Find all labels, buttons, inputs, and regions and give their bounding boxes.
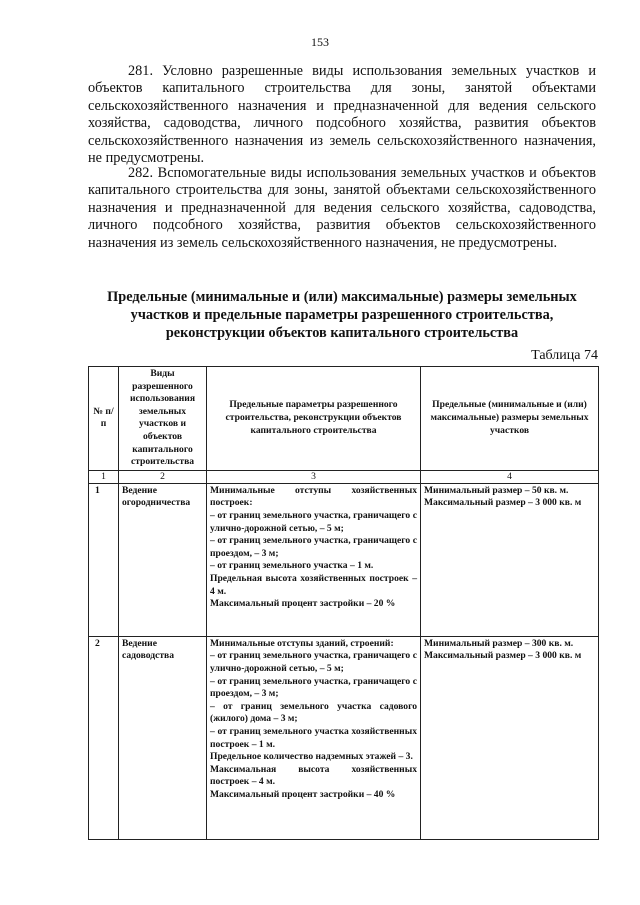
- table-header-row: [89, 367, 599, 471]
- column-number: 2: [119, 470, 207, 483]
- parameter-line: – от границ земельного участка, граничащего с улично-дорожной сетью, – 5 м;: [210, 650, 417, 674]
- sizes-cell: [421, 483, 599, 636]
- parameters-cell: [207, 636, 421, 839]
- size-line: Максимальный размер – 3 000 кв. м: [424, 497, 582, 509]
- header-use-types: Виды разрешенного использования земельных участков и объектов капитального строительства: [119, 367, 207, 471]
- row-number: 2: [89, 636, 119, 839]
- use-type-name: Ведение садоводства: [119, 636, 207, 839]
- column-number-row: [89, 470, 599, 483]
- header-parameters: Предельные параметры разрешенного строительства, реконструкции объектов капитального строительства: [207, 367, 421, 471]
- parameter-line: – от границ земельного участка садового (жилого) дома – 3 м;: [210, 700, 417, 725]
- parameter-line: Максимальный процент застройки – 40 %: [210, 788, 396, 800]
- row-number: 1: [89, 483, 119, 636]
- column-number: 1: [89, 470, 119, 483]
- page-number: 153: [311, 35, 329, 49]
- parameter-line: – от границ земельного участка, граничащего с проездом, – 3 м;: [210, 675, 417, 700]
- paragraph-281: 281. Условно разрешенные виды использования земельных участков и объектов капитального строительства для зоны, занятой объектами сельскохозяйственного назначения и предназначенной для ведения сельского хозяйства, садоводства, личного подсобного хозяйства, развития объектов сельскохозяйственного назначения из земель сельскохозяйственного назначения, не предусмотрены.: [88, 63, 596, 167]
- table-row: [89, 636, 599, 839]
- size-line: Минимальный размер – 50 кв. м.: [424, 484, 569, 496]
- parameter-line: – от границ земельного участка – 1 м.: [210, 560, 374, 572]
- parameters-cell: [207, 483, 421, 636]
- use-type-name: Ведение огородничества: [119, 483, 207, 636]
- parameter-line: – от границ земельного участка, граничащего с улично-дорожной сетью, – 5 м;: [210, 509, 417, 534]
- header-number: № п/п: [89, 367, 119, 471]
- parameter-line: – от границ земельного участка хозяйственных построек – 1 м.: [210, 725, 417, 750]
- parameter-line: Минимальные отступы зданий, строений:: [210, 637, 394, 649]
- header-sizes: Предельные (минимальные и (или) максимальные) размеры земельных участков: [421, 367, 599, 471]
- limits-table: [88, 366, 599, 840]
- table-row: [89, 483, 599, 636]
- size-line: Минимальный размер – 300 кв. м.: [424, 637, 574, 649]
- parameter-line: – от границ земельного участка, граничащего с проездом, – 3 м;: [210, 535, 417, 559]
- parameter-line: Предельная высота хозяйственных построек – 4 м.: [210, 572, 417, 597]
- paragraph-282: 282. Вспомогательные виды использования земельных участков и объектов капитального строительства для зоны, занятой объектами сельскохозяйственного назначения и предназначенной для ведения сельского хозяйства, садоводства, личного подсобного хозяйства, развития объектов сельскохозяйственного назначения из земель сельскохозяйственного назначения, не предусмотрены.: [88, 165, 596, 251]
- size-line: Максимальный размер – 3 000 кв. м: [424, 650, 582, 662]
- column-number: 4: [421, 470, 599, 483]
- parameter-line: Минимальные отступы хозяйственных построек:: [210, 484, 417, 509]
- sizes-cell: [421, 636, 599, 839]
- parameter-line: Максимальная высота хозяйственных построек – 4 м.: [210, 763, 417, 788]
- table-caption: Таблица 74: [531, 348, 598, 363]
- column-number: 3: [207, 470, 421, 483]
- parameter-line: Максимальный процент застройки – 20 %: [210, 598, 396, 610]
- parameter-line: Предельное количество надземных этажей – 3.: [210, 751, 413, 763]
- section-heading: Предельные (минимальные и (или) максимальные) размеры земельных участков и предельные параметры разрешенного строительства, реконструкции объектов капитального строительства: [107, 289, 577, 341]
